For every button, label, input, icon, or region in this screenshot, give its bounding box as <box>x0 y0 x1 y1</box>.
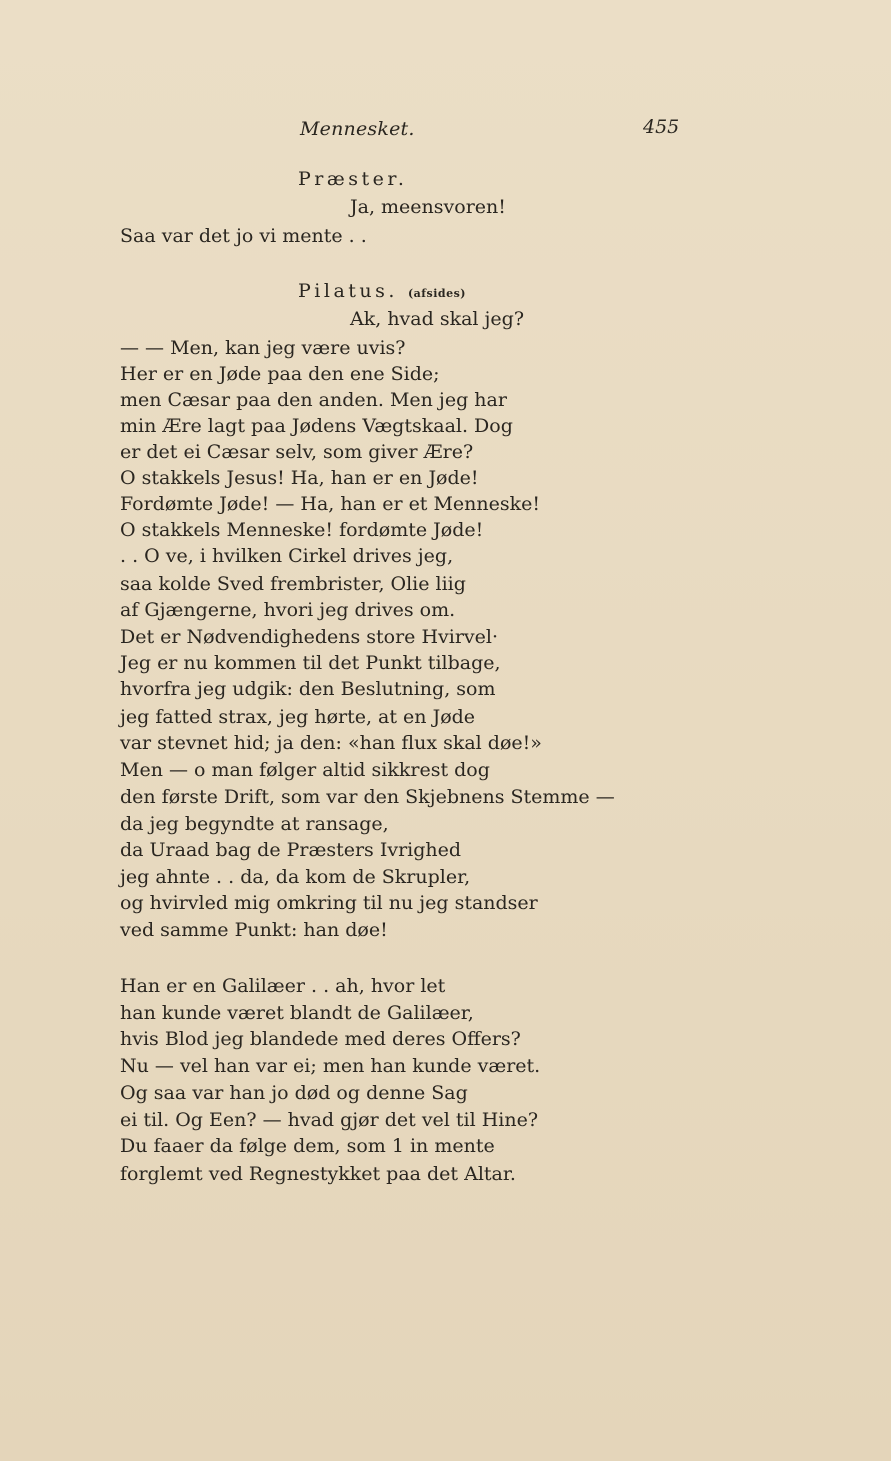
verse-line: saa kolde Sved frembrister, Olie liig <box>120 573 466 595</box>
verse-line: af Gjængerne, hvori jeg drives om. <box>120 599 456 621</box>
verse-line: den første Drift, som var den Skjebnens Stemme — <box>120 786 615 808</box>
verse-line: hvis Blod jeg blandede med deres Offers? <box>120 1028 521 1050</box>
verse-line: Nu — vel han var ei; men han kunde været. <box>120 1055 541 1077</box>
verse-line: Her er en Jøde paa den ene Side; <box>120 363 440 385</box>
verse-line: Det er Nødvendighedens store Hvirvel· <box>120 626 499 648</box>
speaker-pilatus <box>298 280 466 302</box>
verse-line: Fordømte Jøde! — Ha, han er et Menneske! <box>120 493 541 515</box>
verse-line: — — Men, kan jeg være uvis? <box>120 337 406 359</box>
verse-line: Saa var det jo vi mente . . <box>120 225 367 247</box>
verse-line: og hvirvled mig omkring til nu jeg standser <box>120 892 538 914</box>
speaker-name: Pilatus. <box>298 280 398 302</box>
verse-line: Ak, hvad skal jeg? <box>350 308 525 330</box>
verse-line: O stakkels Menneske! fordømte Jøde! <box>120 519 484 541</box>
page-number: 455 <box>643 116 680 138</box>
verse-line: ved samme Punkt: han døe! <box>120 919 388 941</box>
verse-line: Han er en Galilæer . . ah, hvor let <box>120 975 446 997</box>
verse-line: forglemt ved Regnestykket paa det Altar. <box>120 1163 516 1185</box>
speaker-praester: Præster. <box>298 168 408 190</box>
verse-line: . . O ve, i hvilken Cirkel drives jeg, <box>120 545 454 567</box>
verse-line: jeg fatted strax, jeg hørte, at en Jøde <box>120 706 476 728</box>
verse-line: O stakkels Jesus! Ha, han er en Jøde! <box>120 467 479 489</box>
verse-line: Ja, meensvoren! <box>350 196 506 218</box>
verse-line: er det ei Cæsar selv, som giver Ære? <box>120 441 474 463</box>
stage-direction: (afsides) <box>407 287 466 300</box>
verse-line: ei til. Og Een? — hvad gjør det vel til Hine? <box>120 1109 539 1131</box>
verse-line: jeg ahnte . . da, da kom de Skrupler, <box>120 866 471 888</box>
verse-line: Men — o man følger altid sikkrest dog <box>120 759 490 781</box>
verse-line: var stevnet hid; ja den: «han flux skal døe!» <box>120 732 542 754</box>
verse-line: men Cæsar paa den anden. Men jeg har <box>120 389 507 411</box>
verse-line: da jeg begyndte at ransage, <box>120 813 389 835</box>
running-title: Mennesket. <box>300 118 415 140</box>
verse-line: Og saa var han jo død og denne Sag <box>120 1082 468 1104</box>
verse-line: Du faaer da følge dem, som 1 in mente <box>120 1135 495 1157</box>
verse-line: min Ære lagt paa Jødens Vægtskaal. Dog <box>120 415 513 437</box>
verse-line: da Uraad bag de Præsters Ivrighed <box>120 839 462 861</box>
verse-line: han kunde været blandt de Galilæer, <box>120 1002 474 1024</box>
verse-line: Jeg er nu kommen til det Punkt tilbage, <box>120 652 501 674</box>
verse-line: hvorfra jeg udgik: den Beslutning, som <box>120 678 496 700</box>
